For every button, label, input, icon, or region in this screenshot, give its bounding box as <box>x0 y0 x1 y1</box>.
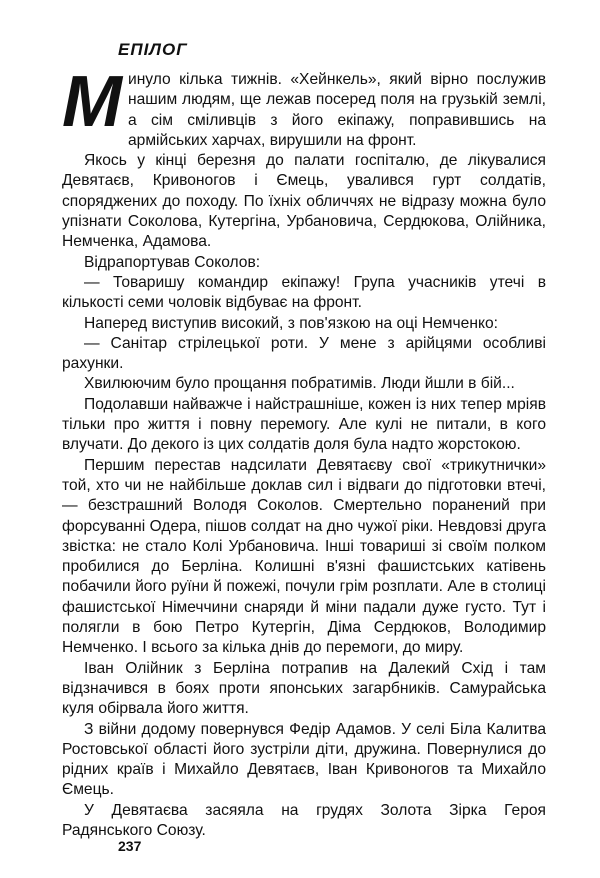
paragraph-3: Відрапортував Соколов: <box>84 253 261 271</box>
paragraph-4: — Товаришу командир екіпажу! Група учасників утечі в кількості семи чоловік відбуває на фронт. <box>62 273 546 312</box>
paragraph-11: З війни додому повернувся Федір Адамов. У селі Біла Калитва Ростовської області його зустріли діти, дружина. Повернулися до рідних країв і Михайло Девятаєв, Іван Кривоногов та Михайло Ємець. <box>62 720 546 799</box>
paragraph-7: Хвилюючим було прощання побратимів. Люди йшли в бій... <box>84 375 515 393</box>
body-text <box>62 62 546 841</box>
page-number: 237 <box>118 838 142 854</box>
paragraph-1 <box>62 62 546 151</box>
paragraph-6: — Санітар стрілецької роти. У мене з арійцями особливі рахунки. <box>62 334 546 373</box>
paragraph-10: Іван Олійник з Берліна потрапив на Далекий Схід і там відзначився в боях проти японських загарбників. Самурайська куля обірвала його життя. <box>62 659 546 718</box>
drop-cap: М <box>62 62 122 142</box>
paragraph-2: Якось у кінці березня до палати госпіталю, де лікувалися Девятаєв, Кривоногов і Ємець, увалився гурт солдатів, споряджених до походу. По їхніх обличчях не відразу можна було упізнати Соколова, Кутергіна, Урбановича, Сердюкова, Олійника, Немченка, Адамова. <box>62 152 546 251</box>
chapter-title: ЕПІЛОГ <box>118 40 188 59</box>
paragraph-8: Подолавши найважче і найстрашніше, кожен із них тепер мріяв тільки про життя і повну перемогу. Але кулі не питали, в кого влучати. До декого із цих солдатів доля була надто жорстокою. <box>62 395 546 454</box>
paragraph-9: Першим перестав надсилати Девятаєву свої «трикутнички» той, хто чи не найбільше доклав сил і відваги до підготовки втечі,— безстрашний Володя Соколов. Смертельно поранений при форсуванні Одера, пішов солдат на дно чужої ріки. Невдовзі друга звістка: не стало Колі Урбановича. Інші товариші зі своїм полком пробилися до Берліна. Колишні в'язні фашистських катівень побачили його руїни й пожежі, почули грім розплати. Але в столиці фашистської Німеччини снаряди й міни падали дуже густо. Тут і полягли в бою Петро Кутергін, Діма Сердюков, Володимир Немченко. І всього за кілька днів до перемоги, до миру. <box>62 456 546 657</box>
paragraph-5: Наперед виступив високий, з пов'язкою на оці Немченко: <box>84 314 498 332</box>
paragraph-12: У Девятаєва засяяла на грудях Золота Зірка Героя Радянського Союзу. <box>62 801 546 839</box>
paragraph-1-text: инуло кілька тижнів. «Хейнкель», який вірно послужив нашим людям, ще лежав посеред поля на грузькій землі, а сім сміливців з його екіпажу, поправившись на армійських харчах, вирушили на фронт. <box>127 71 546 149</box>
